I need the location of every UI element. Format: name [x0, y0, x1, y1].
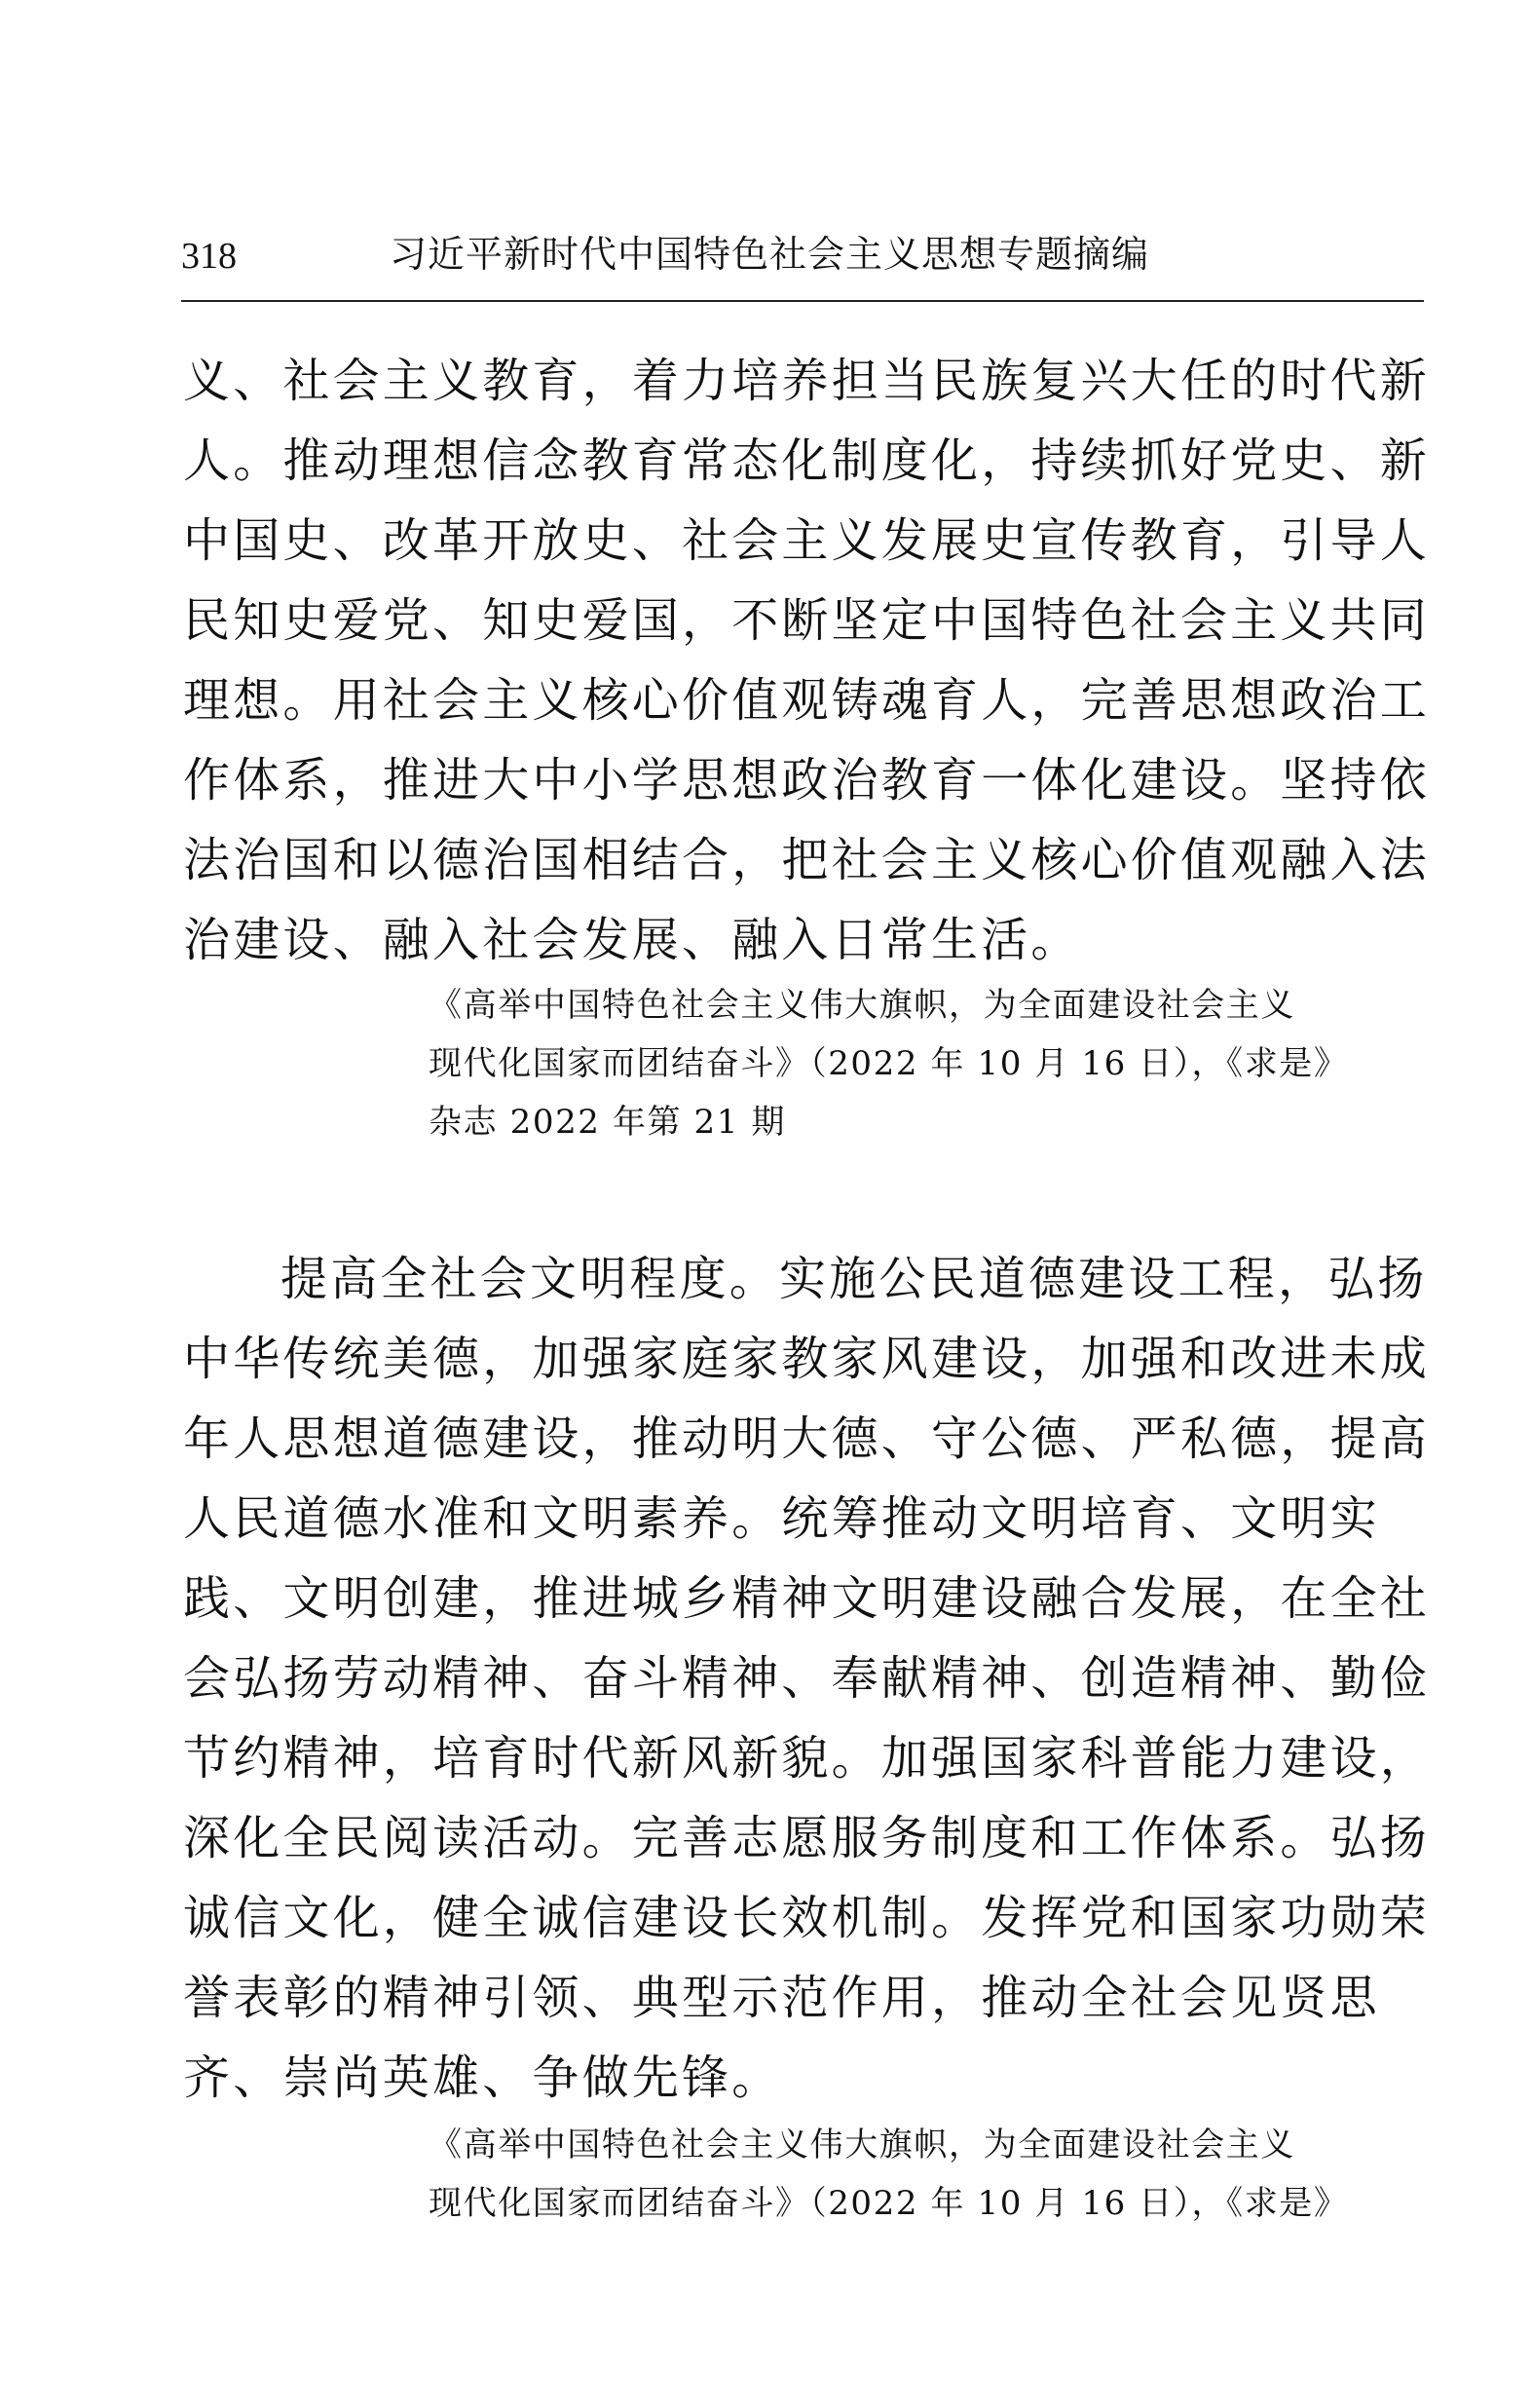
passage-2-line: 诚信文化，健全诚信建设长效机制。发挥党和国家功勋荣	[183, 1891, 1431, 1945]
passage-1-source-line: 现代化国家而团结奋斗》（2022 年 10 月 16 日），《求是》	[429, 1044, 1349, 1083]
passage-2-line: 节约精神，培育时代新风新貌。加强国家科普能力建设，	[183, 1731, 1431, 1786]
passage-2-line: 齐、崇尚英雄、争做先锋。	[183, 2051, 782, 2105]
passage-1-line: 理想。用社会主义核心价值观铸魂育人，完善思想政治工	[183, 673, 1431, 728]
passage-2-source-line: 《高举中国特色社会主义伟大旗帜，为全面建设社会主义	[429, 2126, 1295, 2164]
passage-1-source-line: 杂志 2022 年第 21 期	[429, 1103, 787, 1142]
passage-2-line: 誉表彰的精神引领、典型示范作用，推动全社会见贤思	[183, 1971, 1380, 2025]
passage-1-source-line: 《高举中国特色社会主义伟大旗帜，为全面建设社会主义	[429, 986, 1295, 1025]
passage-1-line: 中国史、改革开放史、社会主义发展史宣传教育，引导人	[183, 513, 1431, 568]
passage-1-line: 治建设、融入社会发展、融入日常生活。	[183, 913, 1081, 967]
passage-2-line: 践、文明创建，推进城乡精神文明建设融合发展，在全社	[183, 1571, 1431, 1626]
passage-2-line: 提高全社会文明程度。实施公民道德建设工程，弘扬	[280, 1252, 1428, 1306]
page-number: 318	[181, 236, 237, 277]
passage-2-line: 会弘扬劳动精神、奋斗精神、奉献精神、创造精神、勤俭	[183, 1651, 1431, 1706]
passage-1-line: 义、社会主义教育，着力培养担当民族复兴大任的时代新	[183, 354, 1431, 408]
passage-2-line: 人民道德水准和文明素养。统筹推动文明培育、文明实	[183, 1491, 1380, 1546]
passage-2-line: 中华传统美德，加强家庭家教家风建设，加强和改进未成	[183, 1332, 1431, 1386]
passage-1-line: 法治国和以德治国相结合，把社会主义核心价值观融入法	[183, 833, 1431, 887]
header-rule	[181, 300, 1424, 302]
passage-1-line: 作体系，推进大中小学思想政治教育一体化建设。坚持依	[183, 753, 1431, 808]
passage-2-source-line: 现代化国家而团结奋斗》（2022 年 10 月 16 日），《求是》	[429, 2184, 1349, 2223]
passage-2-line: 年人思想道德建设，推动明大德、守公德、严私德，提高	[183, 1411, 1431, 1466]
passage-2-line: 深化全民阅读活动。完善志愿服务制度和工作体系。弘扬	[183, 1811, 1431, 1865]
running-header-title: 习近平新时代中国特色社会主义思想专题摘编	[390, 233, 1150, 276]
passage-1-line: 民知史爱党、知史爱国，不断坚定中国特色社会主义共同	[183, 593, 1431, 648]
passage-1-line: 人。推动理想信念教育常态化制度化，持续抓好党史、新	[183, 433, 1431, 488]
